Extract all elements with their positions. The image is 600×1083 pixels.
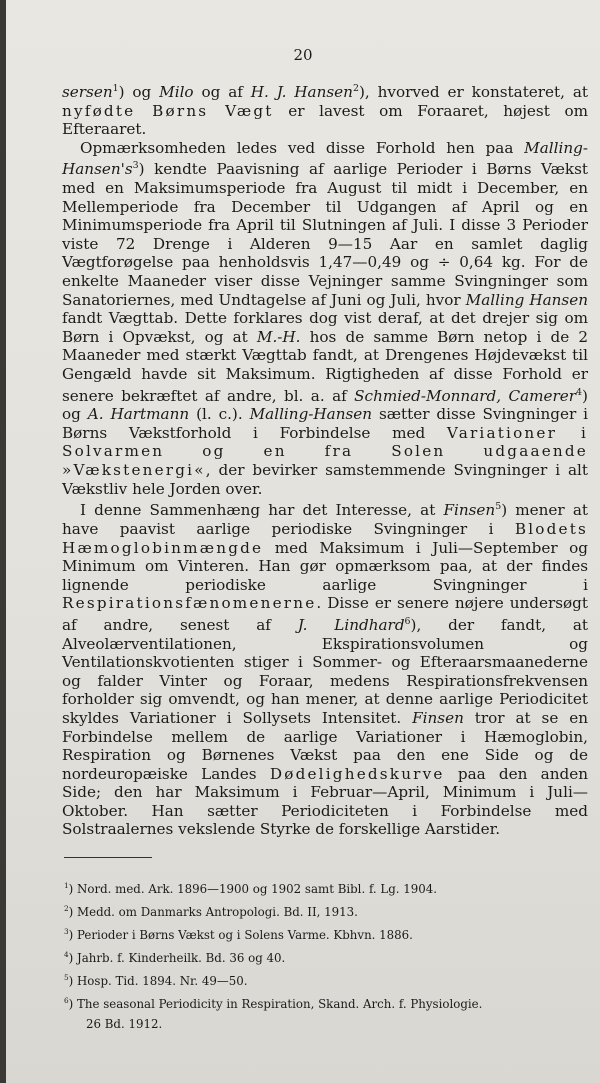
footnote-ref: 5: [495, 501, 502, 513]
text-run: (l. c.).: [189, 405, 250, 424]
footnote-ref: 6: [404, 615, 411, 627]
footnote-line: $^2$) Medd. om Danmarks Antropologi. Bd. II, 1913.: [64, 903, 358, 919]
text-run: ) og: [118, 83, 160, 102]
footnote-text: Hosp. Tid. 1894. Nr. 49—50.: [77, 973, 248, 988]
text-run: ), der fandt, at Alveolærventilationen, Ekspirationsvolumen og Ventilationskvotienten stiger i Sommer- og Efteraarsmaanederne og falder Vinter og Foraar, medens Respirationsfrekvensen forholder sig omvendt, og han mener, at denne aarlige Periodicitet skyldes Variationer i Sollysets Intensitet.: [62, 615, 588, 727]
name-italic: sersen: [62, 83, 113, 102]
text-run: hos de samme Børn netop i de 2 Maaneder med stærkt Vægttab fandt, at Drengenes Højdevækst til Gengæld havde sit Maksimum. Rigtigheden af disse Forhold er senere bekræftet af andre, bl. a. af: [62, 327, 588, 405]
footnote-text: The seasonal Periodicity in Respiration, Skand. Arch. f. Physiologie.: [77, 996, 483, 1011]
name-italic: A. Hartmann: [87, 405, 190, 424]
text-run: , der bevirker samstemmende Svingninger i alt Vækstliv hele Jorden over.: [62, 461, 588, 498]
footnote-mark: 4: [64, 949, 69, 959]
footnote-ref: 3: [132, 160, 139, 172]
footnote-line: $^4$) Jahrb. f. Kinderheilk. Bd. 36 og 40.: [64, 949, 286, 965]
footnote-mark: 2: [64, 903, 69, 913]
name-italic: H. J. Hansen: [250, 83, 353, 102]
footnote-text: Perioder i Børns Vækst og i Solens Varme. Kbhvn. 1886.: [77, 927, 413, 942]
footnote-line: $^6$) The seasonal Periodicity in Respiration, Skand. Arch. f. Physiologie.: [64, 995, 483, 1011]
paragraph: [62, 80, 588, 139]
name-italic: Finsen: [443, 501, 496, 520]
body-text: [62, 80, 588, 839]
spaced-emphasis: Variationer i Solvarmen og en fra Solen udgaaende »Vækstenergi«: [62, 423, 589, 480]
name-italic: Schmied-Monnard, Camerer: [354, 386, 577, 405]
footnote-line: $^3$) Perioder i Børns Vækst og i Solens Varme. Kbhvn. 1886.: [64, 926, 413, 942]
paragraph: [62, 498, 588, 839]
footnotes: [64, 876, 584, 1034]
footnote-text: Jahrb. f. Kinderheilk. Bd. 36 og 40.: [77, 950, 286, 965]
text-run: I denne Sammenhæng har det Interesse, at: [80, 501, 444, 520]
text-run: ), hvorved er konstateret, at: [358, 83, 589, 102]
text-run: fandt Vægttab. Dette forklares dog vist deraf, at det drejer sig om Børn i Opvækst, og at: [62, 309, 588, 346]
paragraph: [62, 139, 588, 498]
footnote-mark: 3: [64, 926, 69, 936]
name-italic: Malling-Hansen's: [62, 138, 588, 179]
footnote-mark: 5: [64, 972, 69, 982]
name-italic: Finsen: [412, 708, 464, 727]
footnote-line: $^1$) Nord. med. Ark. 1896—1900 og 1902 samt Bibl. f. Lg. 1904.: [64, 881, 438, 896]
spaced-emphasis: Respirationsfænomenerne: [62, 594, 317, 613]
footnote-ref: 4: [576, 386, 583, 398]
spaced-emphasis: nyfødte Børns Vægt: [62, 101, 274, 120]
footnote-ref: 1: [112, 83, 119, 94]
name-italic: Milo: [159, 83, 194, 102]
text-run: sætter disse Svingninger i Børns Vækstforhold i Forbindelse med: [62, 405, 588, 442]
footnote-ref: 2: [352, 83, 359, 94]
footnote-text: 26 Bd. 1912.: [86, 1016, 163, 1031]
text-run: ) mener at have paavist aarlige periodiske Svingninger i: [62, 501, 588, 538]
text-run: ) og: [62, 386, 588, 424]
name-italic: Malling Hansen: [465, 290, 588, 309]
text-run: paa den anden Side; den har Maksimum i Februar—April, Minimum i Juli—Oktober. Han sætter Periodiciteten i Forbindelse med Solstraalernes vekslende Styrke de forskellige Aarstider.: [62, 764, 588, 839]
footnote-text: Nord. med. Ark. 1896—1900 og 1902 samt Bibl. f. Lg. 1904.: [77, 881, 438, 896]
text-run: tror at se en Forbindelse mellem de aarlige Variationer i Hæmoglobin, Respiration og Børnenes Vækst paa den ene Side og de nordeuropæiske Landes: [62, 708, 588, 783]
page-number: 20: [293, 46, 313, 64]
text-run: med Maksimum i Juli—September og Minimum om Vinteren. Han gør opmærksom paa, at der findes lignende periodiske aarlige Svingninger i: [62, 538, 588, 594]
name-italic: M.-H.: [256, 327, 301, 346]
text-run: . Disse er senere nøjere undersøgt af andre, senest af: [62, 594, 588, 634]
spaced-emphasis: Blodets Hæmoglobinmængde: [62, 519, 588, 557]
footnote-divider: [64, 857, 152, 858]
footnote-line: $^5$) Hosp. Tid. 1894. Nr. 49—50.: [64, 972, 248, 988]
text-run: ) kendte Paavisning af aarlige Perioder i Børns Vækst med en Maksimumsperiode fra August til midt i December, en Mellemperiode fra December til Udgangen af April og en Minimumsperiode fra April til Slutningen af Juli. I disse 3 Perioder viste 72 Drenge i Alderen 9—15 Aar en samlet daglig Vægtforøgelse paa henholdsvis 1,47—0,49 og ÷ 0,64 kg. For de enkelte Maaneder viser disse Vejninger samme Svingninger som Sanatoriernes, med Undtagelse af Juni og Juli, hvor: [62, 160, 588, 309]
footnote-text: Medd. om Danmarks Antropologi. Bd. II, 1913.: [77, 904, 358, 919]
text-run: og af: [193, 83, 251, 102]
text-run: Opmærksomheden ledes ved disse Forhold hen paa: [80, 138, 525, 157]
name-italic: Malling-Hansen: [249, 405, 373, 424]
spaced-emphasis: Dødelighedskurve: [269, 764, 445, 783]
book-page: [6, 0, 600, 1083]
name-italic: J. Lindhard: [297, 615, 405, 634]
footnote-mark: 6: [64, 995, 69, 1005]
text-run: er lavest om Foraaret, højest om Efteraaret.: [62, 101, 588, 139]
footnote-mark: 1: [64, 881, 69, 890]
footnote-line: [64, 1014, 584, 1034]
